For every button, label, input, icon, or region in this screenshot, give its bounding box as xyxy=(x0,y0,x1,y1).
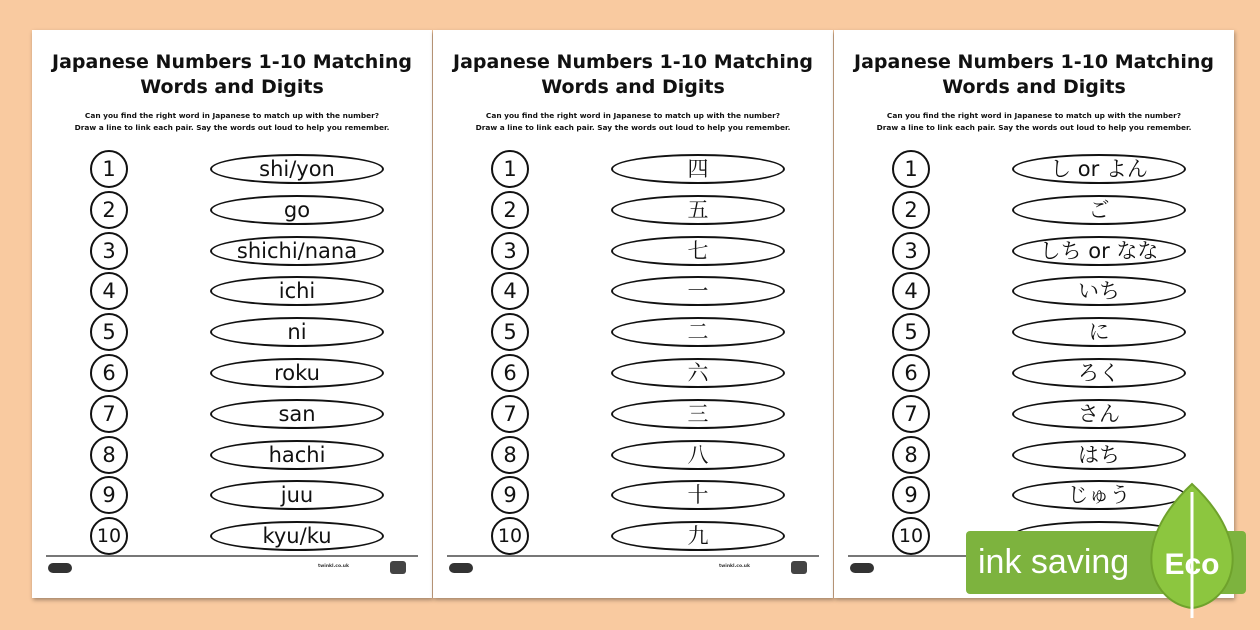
footer-divider xyxy=(447,555,819,557)
instructions-line-1: Can you find the right word in Japanese to match up with the number? xyxy=(485,111,781,120)
footer-badge-icon xyxy=(791,561,807,574)
word-oval: じゅう xyxy=(1012,480,1186,510)
number-circle: 10 xyxy=(892,517,930,555)
word-oval: 八 xyxy=(611,440,785,470)
title-line-1: Japanese Numbers 1-10 Matching xyxy=(453,51,813,73)
word-oval: juu xyxy=(210,480,384,510)
matching-row xyxy=(433,313,833,353)
number-circle: 8 xyxy=(491,436,529,474)
matching-row xyxy=(834,395,1234,435)
matching-row xyxy=(32,150,432,190)
number-circle: 7 xyxy=(491,395,529,433)
word-oval: 六 xyxy=(611,358,785,388)
title-line-2: Words and Digits xyxy=(942,76,1126,98)
word-oval: さん xyxy=(1012,399,1186,429)
matching-row xyxy=(32,232,432,272)
word-oval: 二 xyxy=(611,317,785,347)
footer-badge-icon xyxy=(390,561,406,574)
word-oval: go xyxy=(210,195,384,225)
number-circle: 3 xyxy=(90,232,128,270)
title-line-2: Words and Digits xyxy=(140,76,324,98)
number-circle: 4 xyxy=(90,272,128,310)
word-oval: 四 xyxy=(611,154,785,184)
number-circle: 1 xyxy=(90,150,128,188)
number-circle: 5 xyxy=(892,313,930,351)
matching-row xyxy=(32,354,432,394)
word-oval: 九 xyxy=(611,521,785,551)
word-oval: shichi/nana xyxy=(210,236,384,266)
word-oval: ご xyxy=(1012,195,1186,225)
number-circle: 10 xyxy=(90,517,128,555)
number-circle: 1 xyxy=(491,150,529,188)
matching-row xyxy=(32,395,432,435)
matching-row xyxy=(32,313,432,353)
worksheet-page-2 xyxy=(433,30,833,598)
matching-row xyxy=(834,436,1234,476)
matching-row xyxy=(834,354,1234,394)
worksheet-title xyxy=(834,50,1234,100)
word-oval: に xyxy=(1012,317,1186,347)
title-line-1: Japanese Numbers 1-10 Matching xyxy=(854,51,1214,73)
word-oval: ichi xyxy=(210,276,384,306)
word-oval: san xyxy=(210,399,384,429)
instructions xyxy=(848,110,1220,134)
number-circle: 6 xyxy=(892,354,930,392)
instructions-line-2: Draw a line to link each pair. Say the words out loud to help you remember. xyxy=(74,123,390,132)
word-oval: hachi xyxy=(210,440,384,470)
matching-row xyxy=(834,150,1234,190)
matching-row xyxy=(433,517,833,557)
number-circle: 9 xyxy=(892,476,930,514)
number-circle: 2 xyxy=(90,191,128,229)
matching-row xyxy=(433,476,833,516)
footer-divider xyxy=(46,555,418,557)
word-oval: ろく xyxy=(1012,358,1186,388)
number-circle: 3 xyxy=(892,232,930,270)
number-circle: 3 xyxy=(491,232,529,270)
word-oval: いち xyxy=(1012,276,1186,306)
instructions xyxy=(46,110,418,134)
matching-row xyxy=(433,232,833,272)
ink-saving-text: ink saving xyxy=(978,543,1130,581)
number-circle: 10 xyxy=(491,517,529,555)
word-oval: しち or なな xyxy=(1012,236,1186,266)
matching-row xyxy=(32,436,432,476)
matching-row xyxy=(433,354,833,394)
word-oval: 七 xyxy=(611,236,785,266)
twinkl-logo xyxy=(48,563,72,573)
matching-row xyxy=(32,191,432,231)
word-oval: 三 xyxy=(611,399,785,429)
instructions-line-2: Draw a line to link each pair. Say the words out loud to help you remember. xyxy=(876,123,1192,132)
matching-row xyxy=(433,272,833,312)
instructions-line-1: Can you find the right word in Japanese to match up with the number? xyxy=(84,111,380,120)
number-circle: 8 xyxy=(892,436,930,474)
number-circle: 2 xyxy=(491,191,529,229)
matching-row xyxy=(32,272,432,312)
worksheet-title xyxy=(433,50,833,100)
number-circle: 5 xyxy=(491,313,529,351)
matching-row xyxy=(834,232,1234,272)
footer-url: twinkl.co.uk xyxy=(318,564,349,569)
word-oval: 十 xyxy=(611,480,785,510)
matching-row xyxy=(433,395,833,435)
matching-row xyxy=(32,476,432,516)
number-circle: 8 xyxy=(90,436,128,474)
number-circle: 6 xyxy=(491,354,529,392)
title-line-1: Japanese Numbers 1-10 Matching xyxy=(52,51,412,73)
matching-row xyxy=(834,191,1234,231)
number-circle: 7 xyxy=(90,395,128,433)
word-oval: kyu/ku xyxy=(210,521,384,551)
number-circle: 6 xyxy=(90,354,128,392)
eco-label: Eco xyxy=(1164,548,1220,581)
number-circle: 4 xyxy=(892,272,930,310)
number-circle: 7 xyxy=(892,395,930,433)
matching-row xyxy=(834,313,1234,353)
word-oval: 五 xyxy=(611,195,785,225)
word-oval: ni xyxy=(210,317,384,347)
worksheet-title xyxy=(32,50,432,100)
matching-row xyxy=(433,150,833,190)
instructions-line-1: Can you find the right word in Japanese to match up with the number? xyxy=(886,111,1182,120)
matching-row xyxy=(834,272,1234,312)
number-circle: 9 xyxy=(491,476,529,514)
matching-row xyxy=(433,436,833,476)
eco-leaf-icon xyxy=(1142,482,1242,622)
instructions xyxy=(447,110,819,134)
worksheet-page-1 xyxy=(32,30,432,598)
instructions-line-2: Draw a line to link each pair. Say the words out loud to help you remember. xyxy=(475,123,791,132)
number-circle: 9 xyxy=(90,476,128,514)
matching-row xyxy=(433,191,833,231)
number-circle: 4 xyxy=(491,272,529,310)
twinkl-logo xyxy=(850,563,874,573)
number-circle: 5 xyxy=(90,313,128,351)
word-oval: 一 xyxy=(611,276,785,306)
matching-row xyxy=(32,517,432,557)
footer-url: twinkl.co.uk xyxy=(719,564,750,569)
title-line-2: Words and Digits xyxy=(541,76,725,98)
word-oval: し or よん xyxy=(1012,154,1186,184)
twinkl-logo xyxy=(449,563,473,573)
word-oval: roku xyxy=(210,358,384,388)
number-circle: 2 xyxy=(892,191,930,229)
word-oval: はち xyxy=(1012,440,1186,470)
word-oval: shi/yon xyxy=(210,154,384,184)
number-circle: 1 xyxy=(892,150,930,188)
